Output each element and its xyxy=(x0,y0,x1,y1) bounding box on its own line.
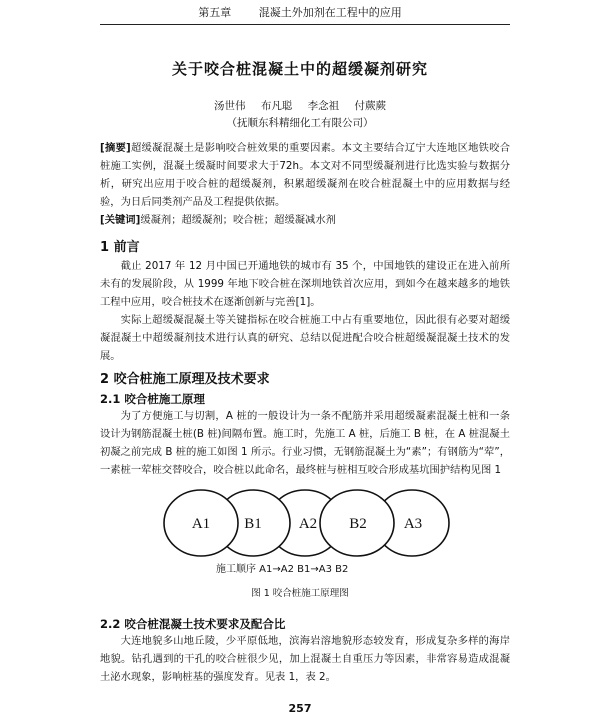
running-header xyxy=(0,6,600,20)
authors xyxy=(0,99,600,114)
body-column xyxy=(100,139,510,577)
paragraph: 截止 2017 年 12 月中国已开通地铁的城市有 35 个，中国地铁的建设正在进入前所未有的发展阶段，从 1999 年地下咬合桩在深圳地铁首次应用，到如今在越来越多的地铁工程中应用，咬合桩技术在逐渐创新与完善[1]。 xyxy=(100,260,510,308)
pile-diagram xyxy=(160,487,480,559)
pile-label: A2 xyxy=(298,516,318,532)
abstract-label: [摘要] xyxy=(100,142,131,154)
page-number: 257 xyxy=(288,702,312,715)
construction-sequence: 施工顺序 A1→A2 B1→A3 B2 xyxy=(216,564,349,575)
pile-label: B1 xyxy=(244,516,262,532)
pile-label: B2 xyxy=(349,516,367,532)
keywords xyxy=(100,211,510,229)
author: 布凡聪 xyxy=(260,100,293,112)
author: 付蕨蕨 xyxy=(354,100,387,112)
section-2-heading: 2 咬合桩施工原理及技术要求 xyxy=(100,372,270,387)
section-2-1-heading: 2.1 咬合桩施工原理 xyxy=(100,392,205,406)
paragraph: 实际上超缓凝混凝土等关键指标在咬合桩施工中占有重要地位，因此很有必要对超缓凝混凝土中超缓凝剂技术进行认真的研究、总结以促进配合咬合桩超缓凝混凝土技术的发展。 xyxy=(100,314,510,362)
section-2-2-heading: 2.2 咬合桩混凝土技术要求及配合比 xyxy=(100,617,286,631)
paragraph: 大连地貌多山地丘陵，少平原低地，滨海岩溶地貌形态较发育，形成复杂多样的海岸地貌。钻孔遇到的干孔的咬合桩很少见，加上混凝土自重压力等因素，非常容易造成混凝土泌水现象，影响桩基的强度发育。见表 1，表 2。 xyxy=(100,635,510,683)
chapter-title: 混凝土外加剂在工程中的应用 xyxy=(258,6,402,19)
keywords-label: [关键词] xyxy=(100,214,141,226)
figure-caption: 图 1 咬合桩施工原理图 xyxy=(251,588,349,599)
author: 汤世伟 xyxy=(213,100,246,112)
abstract xyxy=(100,139,510,211)
body-column xyxy=(100,616,510,686)
chapter-label: 第五章 xyxy=(198,6,232,19)
header-rule xyxy=(100,24,510,25)
section-1-heading: 1 前言 xyxy=(100,240,140,255)
figure-1 xyxy=(160,487,480,577)
article-title: 关于咬合桩混凝土中的超缓凝剂研究 xyxy=(171,60,428,78)
keywords-text: 缓凝剂；超缓凝剂；咬合桩；超缓凝减水剂 xyxy=(140,214,336,226)
affiliation: （抚顺东科精细化工有限公司） xyxy=(226,117,374,129)
abstract-text: 超缓凝混凝土是影响咬合桩效果的重要因素。本文主要结合辽宁大连地区地铁咬合桩施工实例，混凝土缓凝时间要求大于72h。本文对不同型缓凝剂进行比选实验与数据分析，研究出应用于咬合桩的超缓凝剂，积累超缓凝剂在咬合桩混凝土中的应用数据与经验，为日后同类剂产品及工程提供依据。 xyxy=(100,142,511,208)
author: 李念祖 xyxy=(307,100,340,112)
pile-label: A3 xyxy=(403,516,423,532)
paragraph: 为了方便施工与切割，A 桩的一般设计为一条不配筋并采用超缓凝素混凝土桩和一条设计为钢筋混凝土桩(B 桩)间隔布置。施工时，先施工 A 桩，后施工 B 桩，在 A 桩混凝土初凝之前完成 B 桩的施工如图 1 所示。行业习惯，无钢筋混凝土为“素”；有钢筋为“荤”，一素桩一荤桩交替咬合，咬合桩以此命名，最终桩与桩相互咬合形成基坑围护结构见图 1 xyxy=(100,410,510,476)
pile-label: A1 xyxy=(191,516,211,532)
